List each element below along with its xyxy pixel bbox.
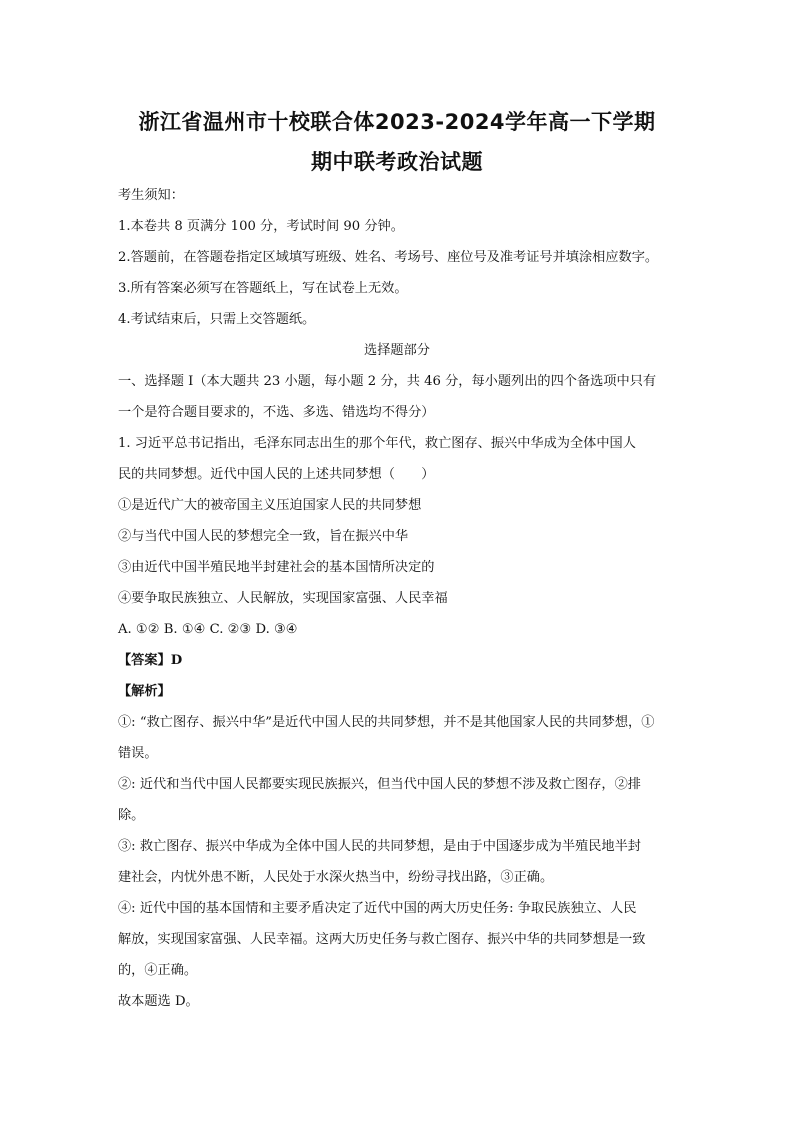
analysis-line-4: 除。	[118, 808, 145, 823]
question-stem-line-1: 1. 习近平总书记指出，毛泽东同志出生的那个年代，救亡图存、振兴中华成为全体中国人	[118, 436, 636, 451]
notice-item-4: 4.考试结束后，只需上交答题纸。	[118, 312, 316, 327]
analysis-label: 【解析】	[118, 684, 171, 699]
document-title-line-1: 浙江省温州市十校联合体2023-2024学年高一下学期	[138, 110, 656, 134]
notice-heading: 考生须知：	[118, 188, 184, 203]
analysis-line-5: ③: 救亡图存、振兴中华成为全体中国人民的共同梦想，是由于中国逐步成为半殖民地半封	[118, 839, 641, 854]
section-title: 选择题部分	[364, 343, 430, 358]
question-choices: A. ①② B. ①④ C. ②③ D. ③④	[118, 622, 298, 637]
answer-label: 【答案】D	[118, 653, 183, 668]
analysis-line-1: ①: “救亡图存、振兴中华”是近代中国人民的共同梦想，并不是其他国家人民的共同梦想，①	[118, 715, 655, 730]
notice-item-2: 2.答题前，在答题卷指定区域填写班级、姓名、考场号、座位号及准考证号并填涂相应数字。	[118, 250, 659, 265]
section-intro-line-1: 一、选择题 I（本大题共 23 小题，每小题 2 分，共 46 分，每小题列出的四个备选项中只有	[118, 374, 657, 389]
analysis-line-7: ④: 近代中国的基本国情和主要矛盾决定了近代中国的两大历史任务: 争取民族独立、人民	[118, 901, 637, 916]
question-option-4: ④要争取民族独立、人民解放，实现国家富强、人民幸福	[118, 591, 448, 606]
analysis-line-3: ②: 近代和当代中国人民都要实现民族振兴，但当代中国人民的梦想不涉及救亡图存，②排	[118, 777, 641, 792]
analysis-line-2: 错误。	[118, 746, 158, 761]
question-option-1: ①是近代广大的被帝国主义压迫国家人民的共同梦想	[118, 498, 422, 513]
document-title-line-2: 期中联考政治试题	[311, 150, 483, 174]
question-option-2: ②与当代中国人民的梦想完全一致，旨在振兴中华	[118, 529, 409, 544]
section-intro-line-2: 一个是符合题目要求的，不选、多选、错选均不得分）	[118, 405, 435, 420]
notice-item-1: 1.本卷共 8 页满分 100 分，考试时间 90 分钟。	[118, 219, 404, 234]
analysis-line-8: 解放，实现国家富强、人民幸福。这两大历史任务与救亡图存、振兴中华的共同梦想是一致	[118, 932, 646, 947]
question-option-3: ③由近代中国半殖民地半封建社会的基本国情所决定的	[118, 560, 435, 575]
analysis-line-6: 建社会，内忧外患不断，人民处于水深火热当中，纷纷寻找出路，③正确。	[118, 870, 554, 885]
analysis-line-9: 的，④正确。	[118, 963, 198, 978]
notice-item-3: 3.所有答案必须写在答题纸上，写在试卷上无效。	[118, 281, 408, 296]
question-stem-line-2: 民的共同梦想。近代中国人民的上述共同梦想（ ）	[118, 467, 435, 482]
analysis-line-10: 故本题选 D。	[118, 994, 199, 1009]
